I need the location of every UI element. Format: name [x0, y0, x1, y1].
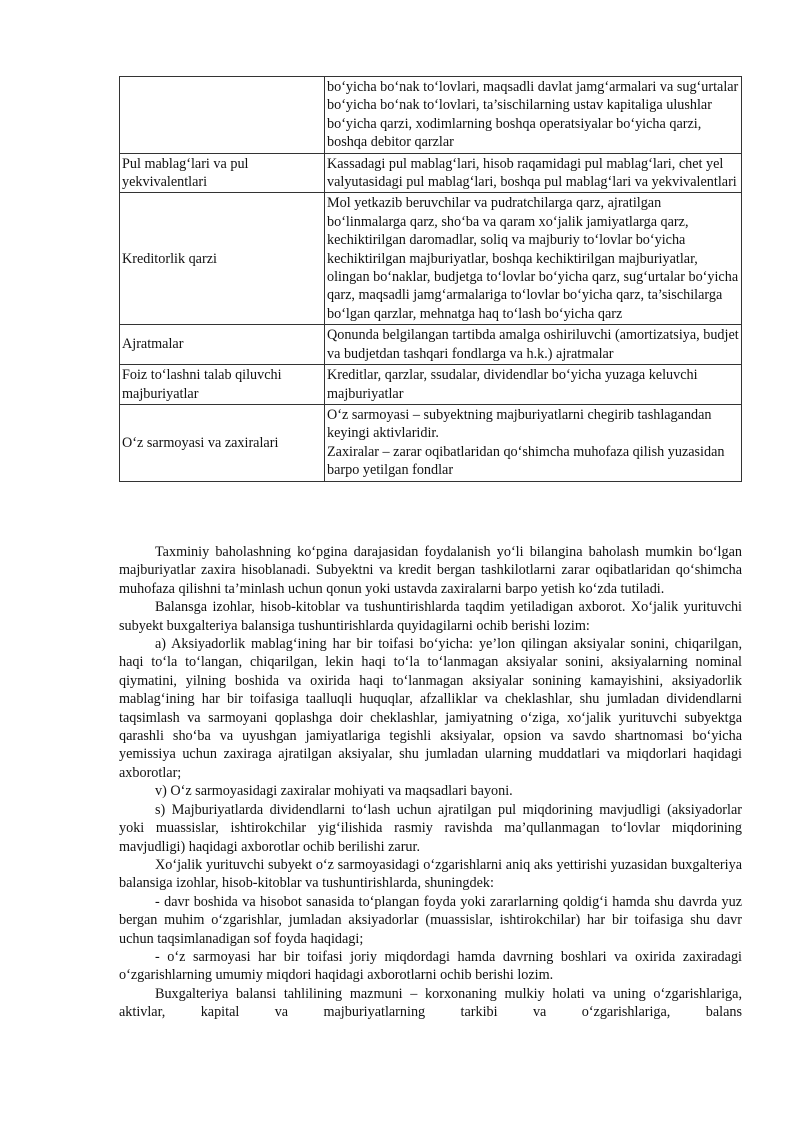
table-term-cell: [120, 77, 325, 154]
table-term-cell: Foiz to‘lashni talab qiluvchi majburiyatlar: [120, 365, 325, 405]
paragraph: Xo‘jalik yurituvchi subyekt o‘z sarmoyasidagi o‘zgarishlarni aniq aks yettirishi yuzasidan buxgalteriya balansiga izohlar, hisob-kitoblar va tushuntirishlarda, shuningdek:: [119, 856, 742, 892]
table-description-line: Zaxiralar – zarar oqibatlaridan qo‘shimcha muhofaza qilish yuzasidan barpo yetilgan fondlar: [327, 443, 725, 479]
paragraph: - o‘z sarmoyasi har bir toifasi joriy miqdordagi hamda davrning boshlari va oxirida zaxiradagi o‘zgarishlarning umumiy miqdori haqidagi axborotlarni ochib berishi lozim.: [119, 948, 742, 984]
table-row: [120, 365, 742, 405]
table-term-cell: Kreditorlik qarzi: [120, 193, 325, 325]
table-description-cell: Kassadagi pul mablag‘lari, hisob raqamidagi pul mablag‘lari, chet yel valyutasidagi pul mablag‘lari, boshqa pul mablag‘lari va yekvivalentlari: [325, 153, 742, 193]
table-description-cell: Mol yetkazib beruvchilar va pudratchilarga qarz, ajratilgan bo‘linmalarga qarz, sho‘ba va qaram xo‘jalik jamiyatlarga qarz, kechiktirilgan daromadlar, soliq va majburiy to‘lovlar bo‘yicha kechiktirilgan majburiyatlar, boshqa kechiktirilgan majburiyatlar, olingan bo‘naklar, budjetga to‘lovlar bo‘yicha qarz, sug‘urtalar bo‘yicha qarz, maqsadli jamg‘armalariga to‘lovlar bo‘yicha qarz, ta’sischilarga bo‘lgan qarzlar, mehnatga haq to‘lash bo‘yicha qarz: [325, 193, 742, 325]
table-description-cell: bo‘yicha bo‘nak to‘lovlari, maqsadli davlat jamg‘armalari va sug‘urtalar bo‘yicha bo‘nak to‘lovlari, ta’sischilarning ustav kapitaliga ulushlar bo‘yicha qarzi, xodimlarning boshqa operatsiyalar bo‘yicha qarzi, boshqa debitor qarzlar: [325, 77, 742, 154]
table-row: [120, 153, 742, 193]
paragraph: - davr boshida va hisobot sanasida to‘plangan foyda yoki zararlarning qoldig‘i hamda shu davrda yuz bergan muhim o‘zgarishlar, jumladan aksiyadorlar (muassislar, ishtirokchilar) har bir toifasiga shu davr uchun taqsimlanadigan sof foyda haqidagi;: [119, 893, 742, 947]
table-row: [120, 404, 742, 481]
balance-items-table: [119, 76, 742, 482]
table-term-cell: Pul mablag‘lari va pul yekvivalentlari: [120, 153, 325, 193]
table-row: [120, 325, 742, 365]
body-text: [119, 543, 742, 1022]
table-row: [120, 77, 742, 154]
table-term-cell: Ajratmalar: [120, 325, 325, 365]
paragraph: Taxminiy baholashning ko‘pgina darajasidan foydalanish yo‘li bilangina baholash mumkin bo‘lgan majburiyatlar zaxira hisoblanadi. Subyektni va kredit bergan tashkilotlarni zarar oqibatlaridan qo‘shimcha muhofaza qilishni ta’minlash uchun qonun yoki ustavda zaxiralarni barpo yetish ko‘zda tutiladi.: [119, 544, 742, 597]
paragraph: Balansga izohlar, hisob-kitoblar va tushuntirishlarda taqdim yetiladigan axborot. Xo‘jalik yurituvchi subyekt buxgalteriya balansiga tushuntirishlarda quyidagilarni ochib berishi lozim:: [119, 599, 742, 634]
table-term-cell: O‘z sarmoyasi va zaxiralari: [120, 404, 325, 481]
table-description-cell: [325, 404, 742, 481]
paragraph: a) Aksiyadorlik mablag‘ining har bir toifasi bo‘yicha: ye’lon qilingan aksiyalar sonini, chiqarilgan, haqi to‘la to‘langan, chiqarilgan, lekin haqi to‘la to‘lanmagan aksiyalar sonini, aksiyalarning nominal qiymatini, yilning boshida va oxirida haqi to‘lanmagan aksiyalar sonining kamayishini, aksiyadorlik mablag‘ining har bir toifasiga taalluqli huquqlar, afzalliklar va cheklashlar, shu jumladan dividendlarni taqsimlash va sarmoyani qoplashga doir cheklashlar, jamiyatning o‘ziga, xo‘jalik yurituvchi subyektga qarashli sho‘ba va uyushgan jamiyatlariga tegishli aksiyalar, opsion va savdo shartnomasi bo‘yicha yemissiya uchun zaxiraga ajratilgan aksiyalar, shu jumladan ularning muddatlari va miqdorlari haqidagi axborotlar;: [119, 636, 742, 781]
paragraph: s) Majburiyatlarda dividendlarni to‘lash uchun ajratilgan pul miqdorining mavjudligi (aksiyadorlar yoki muassislar, ishtirokchilar yig‘ilishida rasmiy ravishda ma’qullanmagan to‘lovlar miqdorining mavjudligi) haqidagi axborotlar ochib berilishi zarur.: [119, 801, 742, 855]
paragraph: Buxgalteriya balansi tahlilining mazmuni – korxonaning mulkiy holati va uning o‘zgarishlariga, aktivlar, kapital va majburiyatlarning tarkibi va o‘zgarishlariga, balans: [119, 985, 742, 1021]
paragraph: v) O‘z sarmoyasidagi zaxiralar mohiyati va maqsadlari bayoni.: [155, 783, 513, 800]
table-description-cell: Qonunda belgilangan tartibda amalga oshiriluvchi (amortizatsiya, budjet va budjetdan tashqari fondlarga va h.k.) ajratmalar: [325, 325, 742, 365]
table-description-line: O‘z sarmoyasi – subyektning majburiyatlarni chegirib tashlagandan keyingi aktivlaridir.: [327, 406, 712, 442]
table-row: [120, 193, 742, 325]
table-description-cell: Kreditlar, qarzlar, ssudalar, dividendlar bo‘yicha yuzaga keluvchi majburiyatlar: [325, 365, 742, 405]
